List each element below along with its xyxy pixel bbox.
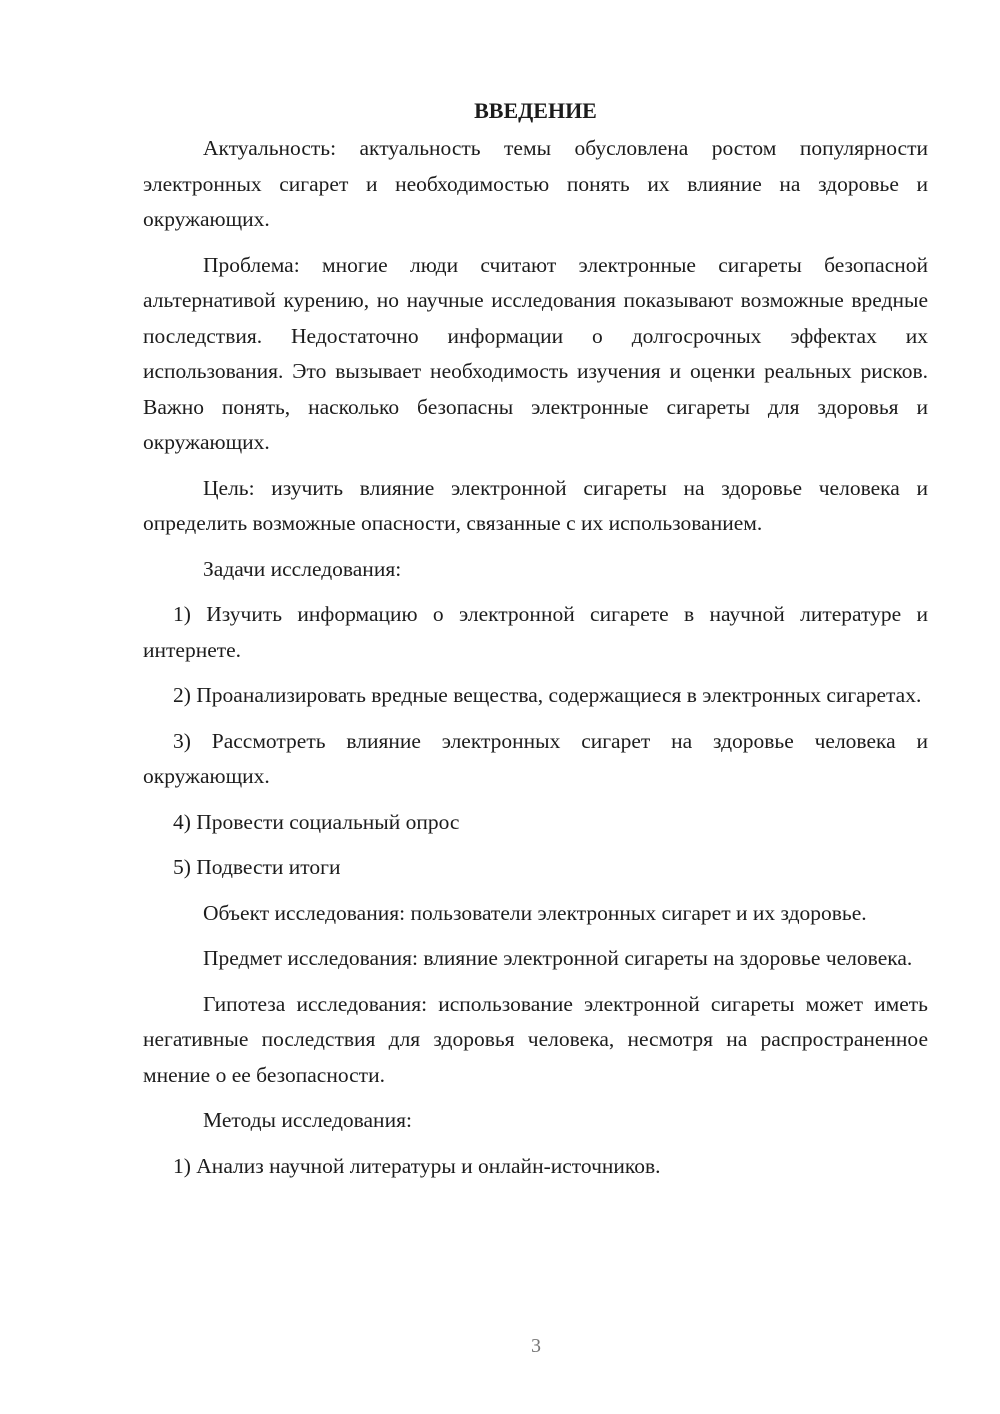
task-item: 1) Изучить информацию о электронной сигарете в научной литературе и интернете.: [143, 602, 928, 662]
paragraph-relevance: Актуальность: актуальность темы обусловлена ростом популярности электронных сигарет и необходимостью понять их влияние на здоровье и окружающих.: [143, 136, 928, 231]
method-item: 1) Анализ научной литературы и онлайн-источников.: [173, 1153, 661, 1178]
task-item: 3) Рассмотреть влияние электронных сигарет на здоровье человека и окружающих.: [143, 728, 928, 788]
page-number: 3: [531, 1335, 541, 1357]
task-item: 4) Провести социальный опрос: [173, 809, 460, 834]
task-item: 5) Подвести итоги: [173, 855, 341, 879]
paragraph-subject: Предмет исследования: влияние электронной сигареты на здоровье человека.: [203, 946, 913, 970]
methods-heading: Методы исследования:: [203, 1108, 412, 1132]
paragraph-problem: Проблема: многие люди считают электронные сигареты безопасной альтернативой курению, но научные исследования показывают возможные вредные последствия. Недостаточно информации о долгосрочных эффектах их использования. Это вызывает необходимость изучения и оценки реальных рисков. Важно понять, насколько безопасны электронные сигареты для здоровья и окружающих.: [143, 252, 928, 454]
paragraph-object: Объект исследования: пользователи электронных сигарет и их здоровье.: [203, 900, 867, 925]
tasks-heading: Задачи исследования:: [203, 556, 402, 581]
paragraph-goal: Цель: изучить влияние электронной сигареты на здоровье человека и определить возможные опасности, связанные с их использованием.: [143, 475, 928, 535]
page-content: [143, 95, 928, 1194]
section-title: ВВЕДЕНИЕ: [474, 98, 597, 123]
task-item: 2) Проанализировать вредные вещества, содержащиеся в электронных сигаретах.: [173, 683, 922, 707]
paragraph-hypothesis: Гипотеза исследования: использование электронной сигареты может иметь негативные последствия для здоровья человека, несмотря на распространенное мнение о ее безопасности.: [143, 991, 928, 1087]
